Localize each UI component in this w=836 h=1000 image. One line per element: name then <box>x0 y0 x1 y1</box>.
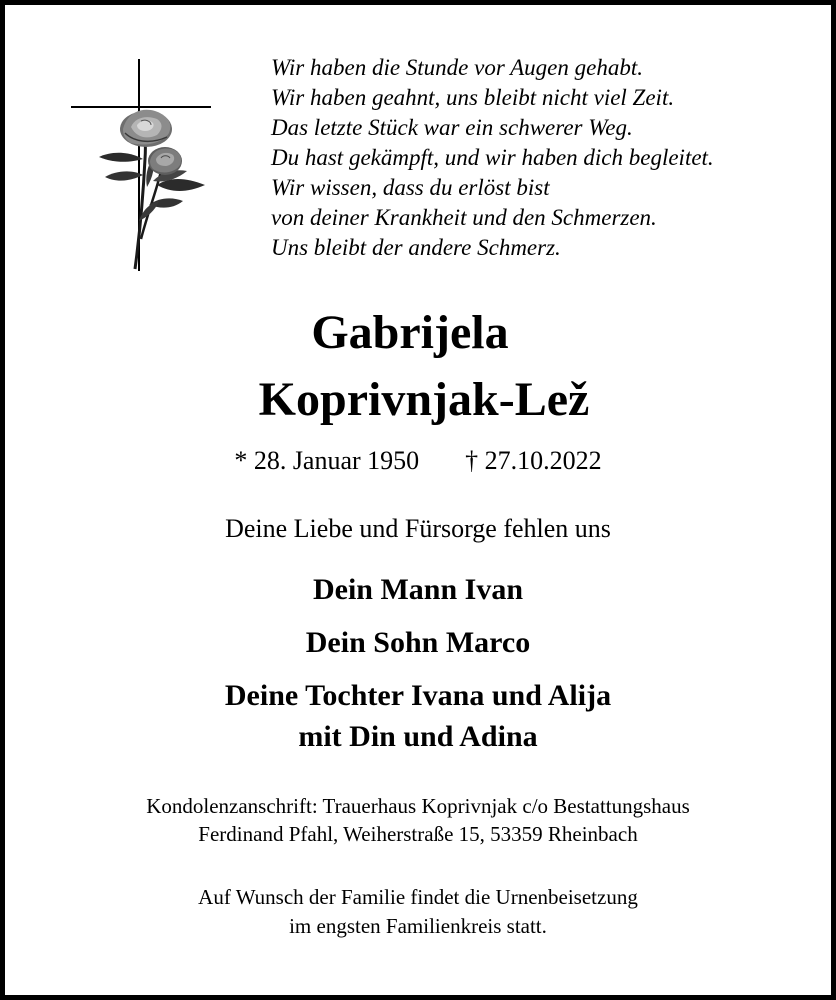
burial-line: im engsten Familienkreis statt. <box>289 914 547 938</box>
address-line: Kondolenzanschrift: Trauerhaus Koprivnjak c/o Bestattungshaus <box>146 794 690 818</box>
poem-line: Uns bleibt der andere Schmerz. <box>271 235 561 260</box>
poem <box>271 53 811 263</box>
poem-line: Wir haben die Stunde vor Augen gehabt. <box>271 55 643 80</box>
deceased-last-name: Koprivnjak-Lež <box>258 373 590 426</box>
burial-notice <box>5 883 831 941</box>
tribute-line: Deine Liebe und Fürsorge fehlen uns <box>225 514 611 543</box>
birth-date: * 28. Januar 1950 <box>234 446 420 475</box>
death-date: † 27.10.2022 <box>465 446 602 475</box>
life-dates <box>5 445 831 477</box>
poem-line: Das letzte Stück war ein schwerer Weg. <box>271 115 633 140</box>
condolence-address <box>5 792 831 848</box>
family-member: Dein Sohn Marco <box>305 626 531 659</box>
poem-line: Wir haben geahnt, uns bleibt nicht viel Zeit. <box>271 85 675 110</box>
poem-line: von deiner Krankheit und den Schmerzen. <box>271 205 657 230</box>
cross-with-roses-icon <box>69 59 214 273</box>
address-line: Ferdinand Pfahl, Weiherstraße 15, 53359 Rheinbach <box>198 822 638 846</box>
poem-line: Wir wissen, dass du erlöst bist <box>271 175 550 200</box>
family-member: Deine Tochter Ivana und Alija <box>224 679 612 712</box>
family-member: mit Din und Adina <box>298 720 538 753</box>
deceased-first-name: Gabrijela <box>311 306 509 359</box>
family-member: Dein Mann Ivan <box>312 573 524 606</box>
poem-line: Du hast gekämpft, und wir haben dich begleitet. <box>271 145 714 170</box>
burial-line: Auf Wunsch der Familie findet die Urnenbeisetzung <box>198 885 638 909</box>
